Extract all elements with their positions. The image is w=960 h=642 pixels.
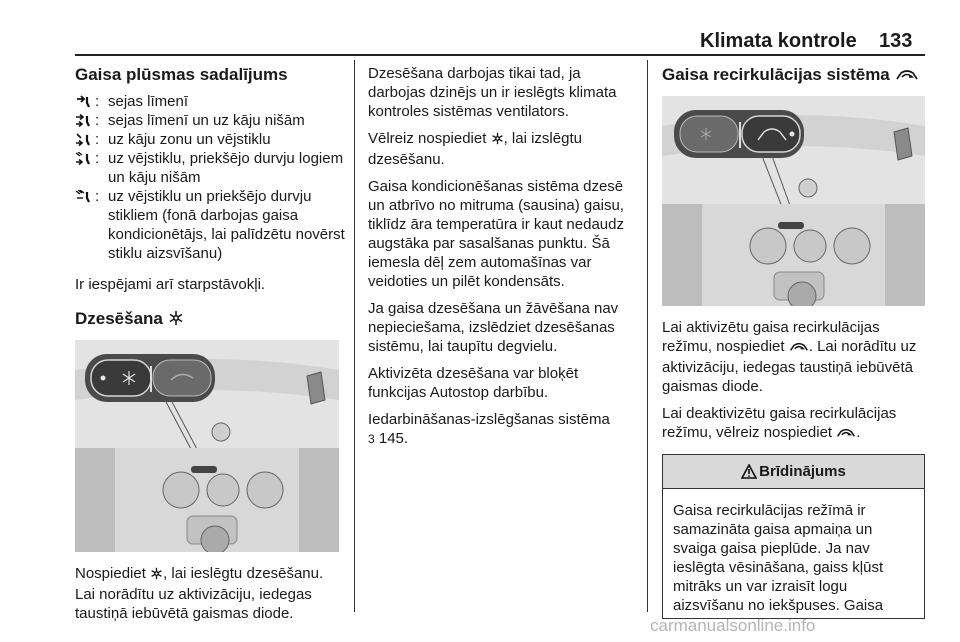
warning-header: [663, 455, 924, 489]
airflow-mode-item: : sejas līmenī un uz kāju nišām: [75, 111, 345, 130]
column-3: [662, 64, 925, 619]
warning-box: [662, 454, 925, 619]
airflow-mode-item: : uz vējstiklu un priekšējo durvju stikliem (fonā darbojas gaisa kondicionētājs, lai palīdzētu novērst stiklu aizsvīšanu): [75, 187, 345, 263]
defrost-button-figure: [75, 340, 339, 552]
defrost-caption: Nospiediet , lai ieslēgtu dzesēšanu. Lai norādītu uz aktivizāciju, iedegas taustiņā iebūvētā gaismas diode.: [75, 565, 324, 622]
warning-title: Brīdinājums: [759, 463, 846, 480]
airflow-heading: Gaisa plūsmas sadalījums: [75, 65, 288, 84]
page-header-title: Klimata kontrole: [700, 30, 857, 52]
windshield-defrost-vent-icon: [75, 187, 95, 206]
recirc-heading: Gaisa recirkulācijas sistēma: [662, 64, 925, 88]
page-number: 133: [879, 30, 913, 52]
fuel-saving-note: Ja gaisa dzesēšana un žāvēšana nav nepieciešama, izslēdziet dzesēšanas sistēmu, lai taupītu degvielu.: [368, 300, 619, 355]
column-2: [368, 64, 633, 457]
page-ref-link[interactable]: 3 145.: [368, 430, 409, 447]
snowflake-icon: [168, 310, 184, 332]
windshield-side-foot-vent-icon: [75, 149, 95, 168]
header-rule: [75, 54, 925, 56]
autostop-note: Aktivizēta dzesēšana var bloķēt funkcijas Autostop darbību.: [368, 365, 579, 401]
face-foot-vent-icon: [75, 111, 95, 130]
start-stop-reference: Iedarbināšanas-izslēgšanas sistēma 3 145.: [368, 411, 610, 447]
defrost-off-instruction: Vēlreiz nospiediet , lai izslēgtu dzesēšanu.: [368, 130, 582, 168]
recirculation-icon: [836, 425, 856, 444]
foot-windshield-vent-icon: [75, 130, 95, 149]
defrost-conditions: Dzesēšana darbojas tikai tad, ja darbojas dzinējs un ir ieslēgts klimata kontroles sistēmas ventilators.: [368, 65, 617, 120]
column-divider-1: [354, 60, 355, 612]
recirc-button-figure: [662, 96, 925, 306]
face-vent-icon: [75, 92, 95, 111]
warning-text: Gaisa recirkulācijas režīmā ir samazināta gaisa apmaiņa un svaiga gaisa pieplūde. Ja nav ieslēgta vēsināšana, gaiss kļūst mitrāks un var izraisīt logu aizsvīšanu no iekšpuses. Gaisa: [673, 502, 884, 614]
watermark: carmanualsonline.info: [650, 616, 816, 635]
airflow-mode-list: [75, 92, 345, 263]
defrost-heading: Dzesēšana: [75, 308, 345, 332]
recirculation-icon: [789, 339, 809, 358]
snowflake-icon: [150, 566, 163, 585]
recirc-off-instruction: Lai deaktivizētu gaisa recirkulācijas režīmu, vēlreiz nospiediet .: [662, 404, 925, 444]
intermediate-note: Ir iespējami arī starpstāvokļi.: [75, 276, 266, 293]
airflow-mode-item: : sejas līmenī: [75, 92, 345, 111]
recirculation-icon: [895, 66, 919, 88]
warning-triangle-icon: [741, 464, 757, 479]
snowflake-icon: [491, 131, 504, 150]
column-1: [75, 64, 345, 631]
recirc-on-instruction: Lai aktivizētu gaisa recirkulācijas režīmu, nospiediet . Lai norādītu uz aktivizāciju, iedegas taustiņā iebūvētā gaismas diode.: [662, 319, 917, 395]
ac-description: Gaisa kondicionēšanas sistēma dzesē un atbrīvo no mitruma (sausina) gaisu, tiklīdz āra temperatūra ir kaut nedaudz augstāka par sasalšanas punktu. Šā iemesla dēļ zem automašīnas var veidoties un pilēt kondensāts.: [368, 178, 624, 290]
airflow-mode-item: : uz kāju zonu un vējstiklu: [75, 130, 345, 149]
airflow-mode-item: : uz vējstiklu, priekšējo durvju logiem un kāju nišām: [75, 149, 345, 187]
column-divider-2: [647, 60, 648, 612]
